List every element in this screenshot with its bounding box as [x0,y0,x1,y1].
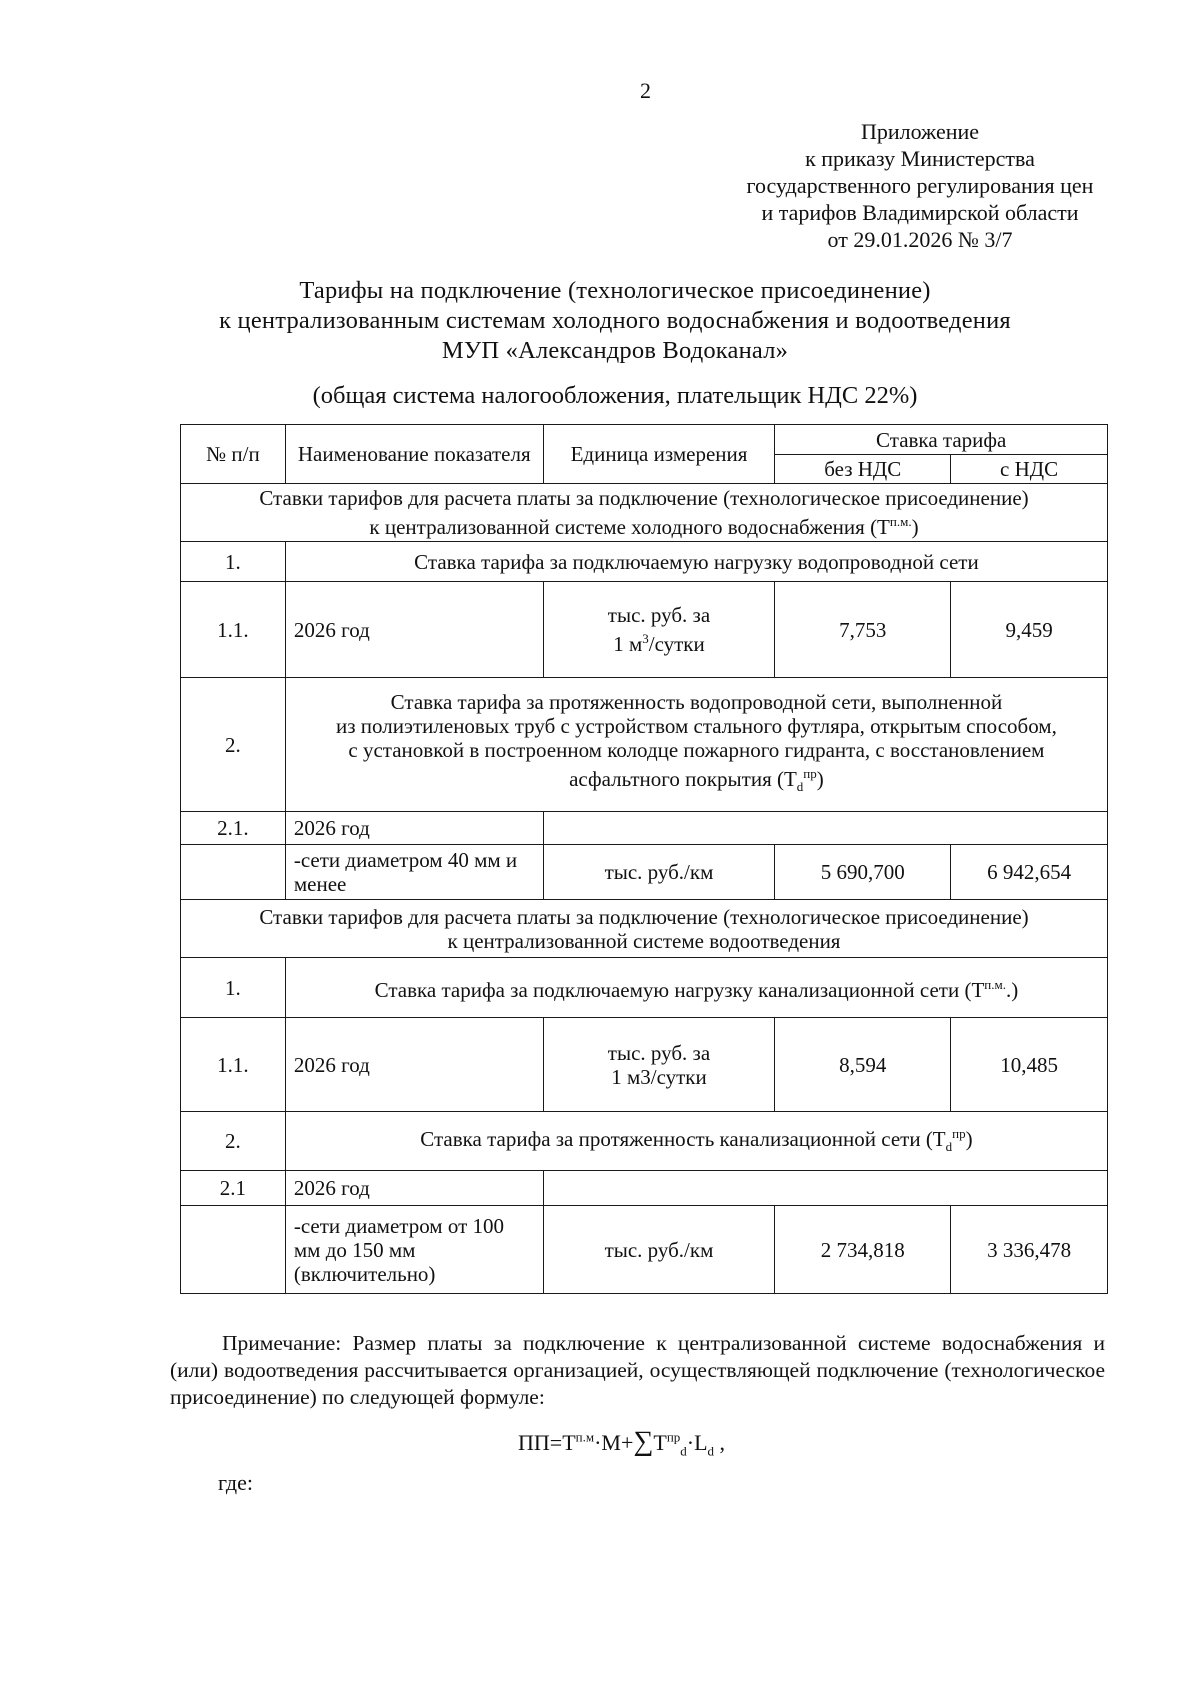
value-no-vat: 7,753 [775,582,951,678]
row-num: 1. [181,542,286,582]
tariff-table [180,424,1108,1294]
heading-text: Ставка тарифа за подключаемую нагрузку канализационной сети (Т [374,978,985,1002]
row-num: 2. [181,1112,286,1171]
value-no-vat: 5 690,700 [775,845,951,900]
value-no-vat: 8,594 [775,1018,951,1112]
value-with-vat: 9,459 [951,582,1108,678]
where-label: где: [218,1470,253,1495]
heading-close: ) [965,1127,973,1152]
header-unit: Единица измерения [543,425,775,484]
appendix-line: к приказу Министерства [805,146,1035,171]
heading-text: Ставка тарифа за протяженность канализационной сети (Т [420,1127,946,1152]
tax-system-note: (общая система налогообложения, плательщик НДС 22%) [312,382,918,409]
section-line: Ставки тарифов для расчета платы за подключение (технологическое присоединение) [259,904,1029,929]
document-title [150,276,1080,366]
section-sup: п.м. [889,514,912,529]
section-water-title [181,484,1108,542]
appendix-line: и тарифов Владимирской области [761,200,1079,225]
formula-l: ·L [686,1430,708,1455]
row-empty [543,1171,1107,1206]
unit-line: тыс. руб. за [607,1040,711,1065]
row-name: -сети диаметром 40 мм и менее [285,845,543,900]
row-name: -сети диаметром от 100 мм до 150 мм (включительно) [285,1206,543,1294]
header-rate: Ставка тарифа [775,425,1108,455]
row-num: 1.1. [181,1018,286,1112]
heading-line: Ставка тарифа за протяженность водопроводной сети, выполненной [390,689,1003,714]
row-heading [285,1112,1107,1171]
appendix-line: государственного регулирования цен [746,173,1094,198]
header-name: Наименование показателя [285,425,543,484]
value-no-vat: 2 734,818 [775,1206,951,1294]
section-sewer-title [181,900,1108,958]
formula-lhs: ПП [518,1430,550,1455]
row-num-empty [181,845,286,900]
unit-text: /сутки [648,632,705,656]
formula-t-sup: п.м [575,1429,595,1445]
heading-sup: пр [952,1126,966,1142]
row-num: 1. [181,958,286,1018]
formula-t: Т [562,1430,576,1455]
section-line: к централизованной системе водоотведения [447,928,841,953]
formula-td-sup: пр [666,1429,681,1445]
unit-sup: 3 [642,631,649,646]
value-with-vat: 6 942,654 [951,845,1108,900]
row-heading [285,678,1107,812]
appendix-line: от 29.01.2026 № 3/7 [827,227,1013,252]
row-num: 2.1 [181,1171,286,1206]
title-line: МУП «Александров Водоканал» [441,337,789,364]
heading-line [294,762,1099,799]
row-num: 2.1. [181,812,286,845]
heading-sup: пр [803,765,817,781]
heading-sup: п.м. [984,977,1006,992]
formula-td-sub: d [680,1443,687,1459]
row-name: 2026 год [285,1171,543,1206]
section-close: ) [911,515,919,539]
row-num-empty [181,1206,286,1294]
heading-close: .) [1005,978,1019,1002]
section-text: к централизованной системе холодного водоснабжения (Т [369,515,890,539]
row-heading: Ставка тарифа за подключаемую нагрузку водопроводной сети [285,542,1107,582]
heading-line: с установкой в построенном колодце пожарного гидранта, с восстановлением [348,737,1045,762]
footnote-text: Примечание: Размер платы за подключение к централизованной системе водоснабжения и (или) водоотведения рассчитывается организацией, осуществляющей подключение (технологическое присоединение) по следующей формуле: [170,1331,1105,1409]
row-name: 2026 год [285,582,543,678]
formula-m: ·М+ [594,1430,634,1455]
row-name: 2026 год [285,1018,543,1112]
unit-line [552,627,767,656]
formula-sum: ∑ [633,1426,654,1457]
value-with-vat: 3 336,478 [951,1206,1108,1294]
heading-close: ) [816,766,824,791]
unit-line: 1 м3/сутки [611,1064,707,1089]
formula-td: Т [653,1430,667,1455]
row-unit: тыс. руб./км [543,1206,775,1294]
title-line: Тарифы на подключение (технологическое присоединение) [299,277,931,304]
unit-line: тыс. руб. за [607,603,711,627]
heading-sub: d [796,779,804,795]
page-number: 2 [640,78,651,103]
heading-sub: d [945,1139,953,1155]
section-line: Ставки тарифов для расчета платы за подключение (технологическое присоединение) [259,486,1029,510]
formula-l-sub: d [707,1443,715,1459]
formula-tail: , [714,1430,726,1455]
header-with-vat: с НДС [951,455,1108,484]
unit-text: 1 м [613,632,643,656]
header-no-vat: без НДС [775,455,951,484]
row-unit [543,582,775,678]
row-empty [543,812,1107,845]
row-num: 2. [181,678,286,812]
appendix-header [720,118,1120,253]
heading-text: асфальтного покрытия (Т [569,766,797,791]
section-line [189,510,1099,539]
row-name: 2026 год [285,812,543,845]
row-num: 1.1. [181,582,286,678]
row-unit: тыс. руб./км [543,845,775,900]
appendix-line: Приложение [860,119,980,144]
fee-formula: $ПП=Т^{п.м}\cdot М+\sum Т^{пр}_d\cdot L_d$ , [518,1426,726,1459]
row-unit [543,1018,775,1112]
title-line: к централизованным системам холодного водоснабжения и водоотведения [219,307,1011,334]
header-num: № п/п [181,425,286,484]
value-with-vat: 10,485 [951,1018,1108,1112]
heading-line: из полиэтиленовых труб с устройством стального футляра, открытым способом, [336,713,1057,738]
row-heading [285,958,1107,1018]
